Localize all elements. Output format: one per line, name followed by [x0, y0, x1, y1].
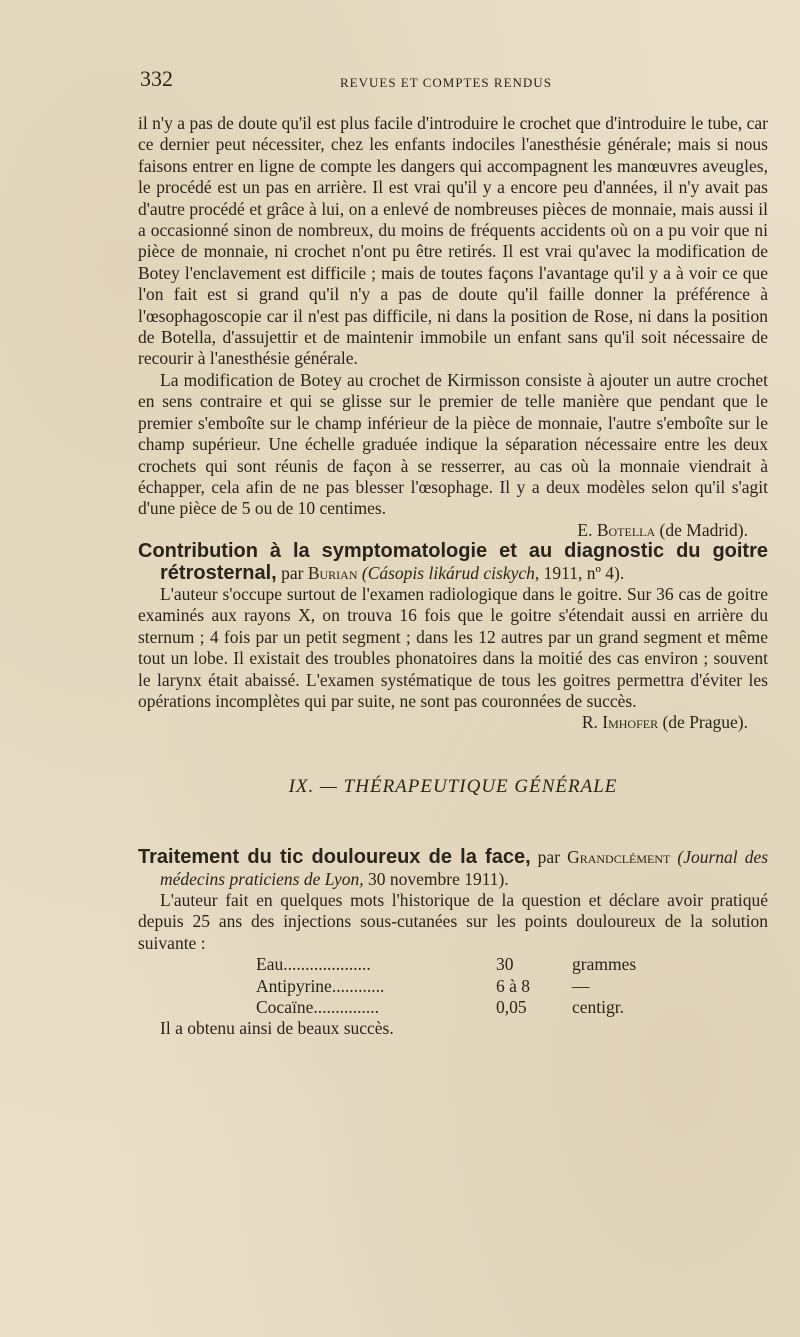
formula-row [256, 997, 768, 1018]
running-head: REVUES ET COMPTES RENDUS [340, 75, 552, 90]
article2-source-rest: 1911, nº 4). [543, 562, 625, 583]
page-body [138, 113, 768, 1040]
formula-quantity: 6 à 8 [496, 975, 531, 996]
article2-by: par [281, 562, 304, 583]
article3-heading [138, 847, 768, 890]
page-number: 332 [140, 66, 173, 91]
formula-table [256, 954, 768, 1018]
article2-byline [138, 712, 768, 733]
page-header [140, 66, 765, 96]
article1-paragraph-2 [138, 370, 768, 520]
section-title: IX. — THÉRAPEUTIQUE GÉNÉRALE [288, 775, 618, 797]
article3-source: (Journal des médecins praticiens de Lyon, [160, 847, 769, 889]
article2-title: Contribution à la symptomatologie et au diagnostic du goitre rétrosternal, [138, 540, 768, 584]
formula-ingredient: Cocaïne............... [256, 997, 379, 1018]
formula-row [256, 976, 768, 997]
article3-closing: Il a obtenu ainsi de beaux succès. [160, 1018, 394, 1039]
article2-source: (Cásopis likárud ciskych, [361, 562, 540, 583]
formula-quantity: 30 [496, 954, 514, 975]
article3-text: L'auteur fait en quelques mots l'historique de la question et déclare avoir pratiqué depuis 25 ans des injections sous-cutanées sur les points douloureux de la solution suivante : [138, 890, 768, 953]
article1-author: E. Botella [577, 519, 656, 540]
article2-heading [138, 541, 768, 584]
article3-author: Grandclément [567, 847, 671, 868]
article2-signature-place: (de Prague). [662, 712, 748, 733]
article3-source-rest: 30 novembre 1911). [367, 868, 509, 889]
formula-ingredient: Antipyrine............ [256, 975, 385, 996]
article2-text: L'auteur s'occupe surtout de l'examen radiologique dans le goitre. Sur 36 cas de goitre examinés aux rayons X, on trouva 16 fois que le goitre s'étendait aussi en arrière du sternum ; 4 fois par un petit segment ; dans les 12 autres par un grand segment et même tout un lobe. Il existait des troubles phonatoires dans la moitié des cas environ ; souvent le larynx était abaissé. L'examen systématique de tous les goitres permettra d'éviter les opérations incomplètes qui par suite, ne sont pas couronnées de succès. [138, 583, 768, 711]
formula-unit: — [572, 975, 590, 996]
article2-signature: R. Imhofer [581, 712, 659, 733]
formula-unit: centigr. [572, 997, 624, 1018]
formula-ingredient: Eau.................... [256, 954, 371, 975]
formula-unit: grammes [572, 954, 637, 975]
article1-paragraph-2-text: La modification de Botey au crochet de Kirmisson consiste à ajouter un autre crochet en sens contraire et qui se glisse sur le premier de telle manière que pendant que le premier s'emboîte sur le champ inférieur de la pièce de monnaie, l'autre s'emboîte sur le champ supérieur. Une échelle graduée indique la séparation nécessaire entre les deux crochets qui sont réunis de façon à se resserrer, au cas où la monnaie viendrait à échapper, cela afin de ne pas blesser l'œsophage. Il y a deux modèles selon qu'il s'agit d'une pièce de 5 ou de 10 centimes. [138, 369, 768, 519]
article1-byline [138, 520, 768, 541]
article1-paragraph-1: il n'y a pas de doute qu'il est plus facile d'introduire le crochet que d'introduire le tube, car ce dernier peut nécessiter, chez les enfants indociles l'anesthésie générale; mais si nous faisons entrer en ligne de compte les dangers qui accompagnent les manœuvres aveugles, le procédé est un pas en arrière. Il est vrai qu'il y a encore peu d'années, il n'y avait pas d'autre procédé et grâce à lui, on a enlevé de nombreuses pièces de monnaie, mais aussi il a occasionné sinon de nombreux, du moins de fréquents accidents où on a pu voir que ni pièce de monnaie, ni crochet n'ont pu être retirés. Il est vrai qu'avec la modification de Botey l'enclavement est difficile ; mais de toutes façons l'avantage qu'il y a à voir ce que l'on fait est si grand qu'il n'y a pas de doute qu'il faille donner la préférence à l'œsophagoscopie car il n'est pas difficile, ni dans la position de Rose, ni dans la position de Botella, d'assujettir et de maintenir immobile un enfant sans qu'il soit nécessaire de recourir à l'anesthésie générale. [138, 113, 768, 369]
formula-row [256, 954, 768, 975]
formula-quantity: 0,05 [496, 997, 527, 1018]
article1-author-place: (de Madrid). [659, 519, 748, 540]
article3-title: Traitement du tic douloureux de la face, [138, 846, 531, 869]
article2-author: Burian [307, 562, 358, 583]
article3-by: par [537, 847, 561, 868]
